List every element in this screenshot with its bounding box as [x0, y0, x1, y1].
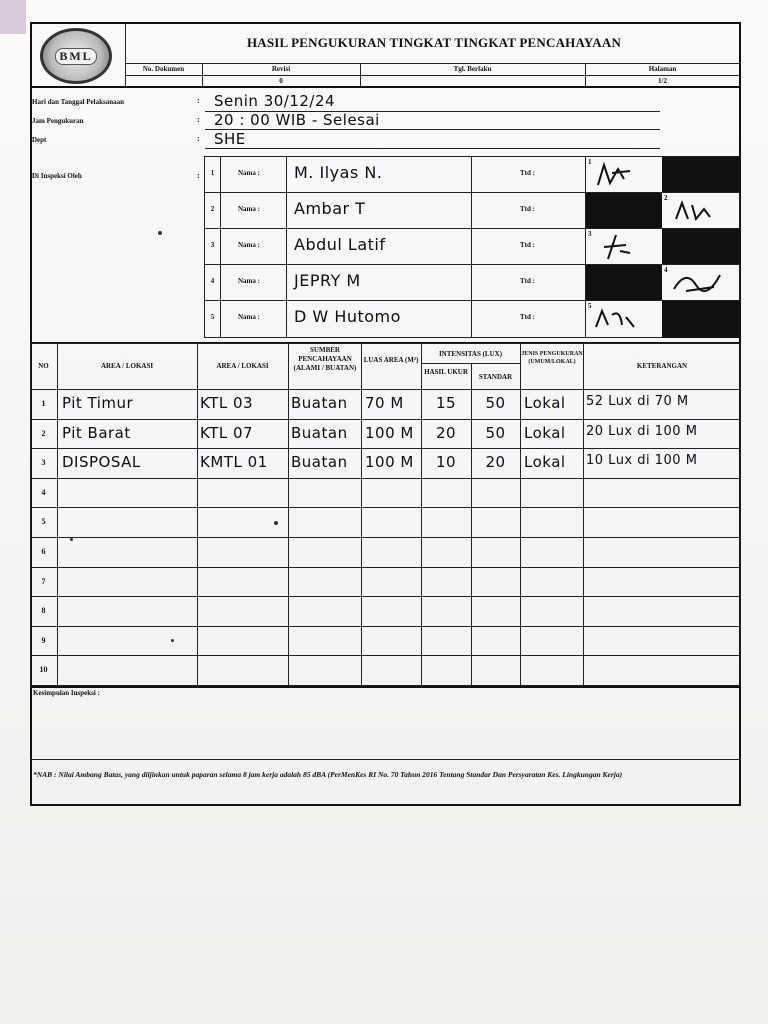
inspector-no: 4	[210, 277, 215, 285]
speck	[158, 231, 162, 235]
speck	[171, 639, 174, 642]
signature-box-fill	[586, 265, 662, 300]
inspeksi-colon: :	[197, 171, 200, 180]
col-hasil-ukur: HASIL UKUR	[424, 368, 468, 376]
speck	[70, 538, 73, 541]
inspector-ttd-label: Ttd :	[520, 313, 535, 321]
row-sumber: Buatan	[291, 394, 348, 412]
inspeksi-label: Di Inspeksi Oleh	[32, 172, 82, 180]
inspector-no: 5	[210, 313, 215, 321]
col-jenis: JENIS PENGUKURAN (UMUM/LOKAL)	[521, 351, 583, 365]
hari-colon: :	[197, 96, 200, 105]
row-area: Pit Timur	[62, 394, 134, 412]
revisi-label: Revisi	[271, 65, 291, 73]
row-jenis: Lokal	[524, 394, 566, 412]
row-keterangan: 52 Lux di 70 M	[586, 394, 689, 409]
jam-value: 20 : 00 WIB - Selesai	[214, 111, 380, 129]
row-sumber: Buatan	[291, 453, 348, 471]
inspector-no: 3	[210, 241, 215, 249]
row-luas: 70 M	[365, 394, 404, 412]
nab-note: *NAB : Nilai Ambang Batas, yang diijinkan untuk paparan selama 8 jam kerja adalah 85 dBA (PerMenKes RI No. 70 Tahun 2016 Tentang Standar Dan Persyaratan Kes. Lingkungan Kerja)	[33, 770, 623, 779]
page-corner	[0, 0, 26, 34]
row-area-2: KTL 03	[200, 394, 254, 412]
row-area-2: KMTL 01	[200, 453, 268, 471]
col-no: NO	[38, 362, 49, 370]
dept-label: Dept	[32, 136, 47, 144]
tgl-berlaku-label: Tgl. Berlaku	[453, 65, 492, 73]
row-no: 4	[41, 488, 46, 497]
dept-colon: :	[197, 134, 200, 143]
row-no: 2	[41, 429, 46, 438]
signature-mark	[666, 195, 736, 227]
inspector-name: Abdul Latif	[294, 235, 386, 254]
row-hasil: 10	[435, 453, 457, 471]
inspector-ttd-label: Ttd :	[520, 241, 535, 249]
signature-box-fill	[662, 229, 740, 264]
row-jenis: Lokal	[524, 453, 566, 471]
inspector-ttd-label: Ttd :	[520, 169, 535, 177]
doc-no-label: No. Dokumen	[142, 65, 185, 73]
col-standar: STANDAR	[478, 373, 513, 381]
row-no: 3	[41, 458, 46, 467]
inspector-name: Ambar T	[294, 199, 366, 218]
dept-value: SHE	[214, 130, 246, 148]
inspector-ttd-label: Ttd :	[520, 205, 535, 213]
kesimpulan-label: Kesimpulan Inspeksi :	[33, 689, 100, 697]
hari-label: Hari dan Tanggal Pelaksanaan	[32, 98, 125, 106]
col-intensitas: INTENSITAS (LUX)	[438, 350, 503, 358]
signature-box-fill	[662, 157, 740, 192]
jam-colon: :	[197, 115, 200, 124]
row-luas: 100 M	[365, 424, 414, 442]
signature-number: 4	[664, 266, 668, 274]
jam-label: Jam Pengukuran	[32, 117, 84, 125]
signature-box-fill	[662, 301, 740, 338]
signature-mark	[590, 231, 660, 263]
row-area: DISPOSAL	[62, 453, 141, 471]
inspector-name: M. Ilyas N.	[294, 163, 383, 182]
signature-box-fill	[586, 193, 662, 228]
inspector-nama-label: Nama :	[238, 313, 260, 321]
col-luas: LUAS AREA (M²)	[363, 356, 419, 364]
signature-mark	[590, 159, 660, 191]
row-no: 1	[41, 399, 46, 408]
col-sumber: SUMBER PENCAHAYAAN (ALAMI / BUATAN)	[293, 346, 357, 372]
signature-number: 5	[588, 302, 592, 310]
hari-value: Senin 30/12/24	[214, 92, 336, 110]
signature-number: 1	[588, 158, 592, 166]
row-hasil: 20	[435, 424, 457, 442]
signature-number: 2	[664, 194, 668, 202]
logo-text: BML	[55, 48, 96, 65]
row-no: 8	[41, 606, 46, 615]
col-keterangan: KETERANGAN	[636, 362, 688, 370]
row-no: 6	[41, 547, 46, 556]
row-no: 10	[39, 665, 48, 674]
row-luas: 100 M	[365, 453, 414, 471]
inspector-nama-label: Nama :	[238, 169, 260, 177]
inspector-no: 2	[210, 205, 215, 213]
row-standar: 50	[485, 394, 506, 412]
row-area-2: KTL 07	[200, 424, 254, 442]
row-standar: 20	[485, 453, 506, 471]
row-no: 7	[41, 577, 46, 586]
row-no: 9	[41, 636, 46, 645]
form-title: HASIL PENGUKURAN TINGKAT TINGKAT PENCAHAYAAN	[246, 35, 622, 50]
signature-mark	[666, 267, 736, 299]
inspector-name: D W Hutomo	[294, 307, 401, 326]
revisi-value: 0	[279, 77, 283, 85]
row-keterangan: 20 Lux di 100 M	[586, 424, 698, 439]
inspector-nama-label: Nama :	[238, 241, 260, 249]
row-no: 5	[41, 517, 46, 526]
inspector-nama-label: Nama :	[238, 277, 260, 285]
company-logo	[40, 28, 112, 84]
col-area-lokasi: AREA / LOKASI	[100, 362, 154, 370]
halaman-value: 1/2	[658, 77, 667, 85]
inspector-nama-label: Nama :	[238, 205, 260, 213]
row-jenis: Lokal	[524, 424, 566, 442]
row-keterangan: 10 Lux di 100 M	[586, 453, 698, 468]
speck	[274, 521, 278, 525]
inspector-ttd-label: Ttd :	[520, 277, 535, 285]
signature-number: 3	[588, 230, 592, 238]
inspector-name: JEPRY M	[294, 271, 361, 290]
row-hasil: 15	[435, 394, 457, 412]
row-standar: 50	[485, 424, 506, 442]
row-area: Pit Barat	[62, 424, 131, 442]
inspector-no: 1	[210, 169, 215, 177]
col-area-lokasi-2: AREA / LOKASI	[216, 362, 269, 370]
halaman-label: Halaman	[648, 65, 677, 73]
signature-mark	[590, 303, 660, 335]
row-sumber: Buatan	[291, 424, 348, 442]
